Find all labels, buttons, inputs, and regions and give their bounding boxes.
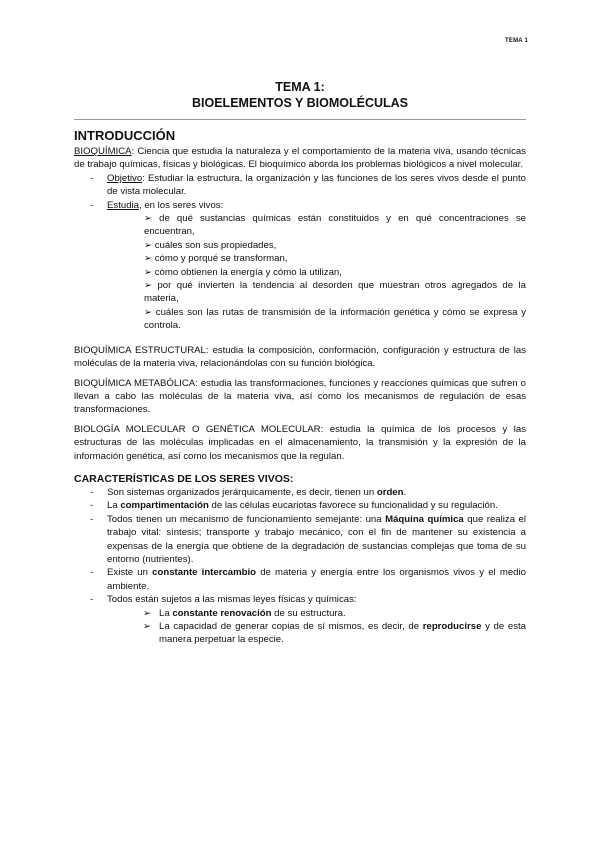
item-text: . <box>403 486 407 498</box>
item-text: Todos están sujetos a las mismas leyes físicas y químicas: <box>107 594 357 606</box>
estudia-sublist <box>107 212 526 333</box>
list-item <box>144 239 526 252</box>
dash-bullet: - <box>90 500 94 512</box>
objetivo-label: Objetivo <box>107 172 143 184</box>
estudia-item-text: cómo y porqué se transforman, <box>154 253 288 265</box>
estudia-item-text: cómo obtienen la energía y cómo la utilizan, <box>154 266 342 278</box>
item-emphasis: reproducirse <box>422 621 482 632</box>
estudia-item-text: cuáles son las rutas de transmisión de la información genética y cómo se expresa y controla. <box>144 306 526 332</box>
arrow-bullet-icon: ➢ <box>144 280 153 292</box>
dash-bullet: - <box>90 513 94 525</box>
list-item <box>144 266 526 279</box>
item-text: de las células eucariotas favorece su funcionalidad y su regulación. <box>208 500 498 512</box>
dash-bullet: - <box>90 199 94 211</box>
dash-bullet: - <box>90 594 94 606</box>
list-item <box>144 306 526 333</box>
dash-bullet: - <box>90 486 94 498</box>
list-item <box>144 279 526 306</box>
running-header: TEMA 1 <box>505 38 528 44</box>
caracteristicas-list <box>74 486 526 647</box>
chapter-title: BIOELEMENTOS Y BIOMOLÉCULAS <box>192 96 408 110</box>
list-item <box>143 620 526 647</box>
dash-bullet: - <box>90 172 94 184</box>
item-text: y de esta manera perpetuar la especie. <box>159 621 526 646</box>
list-item <box>74 593 526 647</box>
item-text: La capacidad de generar copias de sí mismos, es decir, de <box>159 621 423 632</box>
arrow-bullet-icon: ➢ <box>144 253 153 265</box>
bioquimica-definition <box>74 145 526 172</box>
arrow-bullet-icon: ➢ <box>144 239 153 251</box>
arrow-bullet-icon: ➢ <box>144 213 153 225</box>
list-item <box>144 252 526 265</box>
item-emphasis: constante renovación <box>172 607 272 619</box>
list-item <box>74 499 526 512</box>
estudia-item-text: de qué sustancias químicas están constituidos y en qué concentraciones se encuentran, <box>144 213 526 238</box>
list-item <box>143 607 526 620</box>
estudia-item-text: por qué invierten la tendencia al desorden que muestran otros agregados de la materia, <box>144 280 526 305</box>
bioquimica-definition-text: : Ciencia que estudia la naturaleza y el comportamiento de la materia viva, usando técnicas de trabajo químicas, físicas y biológicas. El bioquímico aborda los problemas biológicos a nivel molecular. <box>74 146 526 171</box>
estudia-item-text: cuáles son sus propiedades, <box>154 239 277 251</box>
bioquimica-aspects-list <box>74 172 526 333</box>
item-text: de materia y energía entre los organismos vivos y el medio ambiente. <box>107 567 526 592</box>
spacer <box>74 333 526 344</box>
chapter-number: TEMA 1: <box>275 80 325 94</box>
bioquimica-term: BIOQUÍMICA <box>74 146 132 157</box>
item-text: de su estructura. <box>271 607 346 619</box>
spacer <box>74 463 526 472</box>
body-text <box>74 128 526 647</box>
item-text: La <box>159 607 173 619</box>
list-item <box>144 212 526 239</box>
arrow-bullet-icon: ➢ <box>144 306 153 318</box>
bioquimica-estructural-paragraph: BIOQUÍMICA ESTRUCTURAL: estudia la composición, conformación, configuración y estructura de las moléculas de la materia viva, relacionándolas con su función biológica. <box>74 344 526 370</box>
arrow-bullet-icon: ➢ <box>143 621 152 632</box>
item-text: que realiza el trabajo vital: síntesis; transporte y trabajo mecánico, con el fin de mantener su existencia a expensas de la energía que obtiene de la degradación de sustancias complejas que toma de su entorno (nutrientes). <box>107 513 527 565</box>
title-divider <box>74 119 526 120</box>
dash-bullet: - <box>90 567 94 579</box>
list-item <box>74 486 526 499</box>
item-text: Todos tienen un mecanismo de funcionamiento semejante: una <box>107 513 386 525</box>
list-item <box>74 566 526 593</box>
item-text: Son sistemas organizados jerárquicamente, es decir, tienen un <box>107 486 377 498</box>
arrow-bullet-icon: ➢ <box>143 607 152 619</box>
estudia-label: Estudia <box>107 199 139 211</box>
biologia-molecular-paragraph: BIOLOGÍA MOLECULAR O GENÉTICA MOLECULAR: estudia la química de los procesos y las estructuras de las moléculas implicadas en el almacenamiento, la transmisión y la expresión de la información genética, así como los mecanismos que la regulan. <box>74 423 526 462</box>
item-emphasis: orden <box>376 486 404 498</box>
item-text: Existe un <box>107 567 153 579</box>
item-text: La <box>107 500 121 512</box>
list-item-objetivo <box>74 172 526 199</box>
objetivo-text: : Estudiar la estructura, la organización y las funciones de los seres vivos desde el punto de vista molecular. <box>107 172 526 198</box>
section-heading-introduccion: INTRODUCCIÓN <box>74 128 176 143</box>
list-item <box>74 513 526 567</box>
bioquimica-metabolica-paragraph: BIOQUÍMICA METABÓLICA: estudia las transformaciones, funciones y reacciones químicas que sufren o llevan a cabo las moléculas de la materia viva, así como los mecanismos de regulación de esas transformaciones. <box>74 377 526 416</box>
item-emphasis: Máquina química <box>385 513 464 525</box>
estudia-text: , en los seres vivos: <box>139 199 224 211</box>
arrow-bullet-icon: ➢ <box>144 266 153 278</box>
leyes-sublist <box>107 607 526 647</box>
list-item-estudia <box>74 199 526 333</box>
item-emphasis: compartimentación <box>120 500 209 512</box>
section-heading-caracteristicas: CARACTERÍSTICAS DE LOS SERES VIVOS: <box>74 472 294 485</box>
item-emphasis: constante intercambio <box>152 567 257 579</box>
